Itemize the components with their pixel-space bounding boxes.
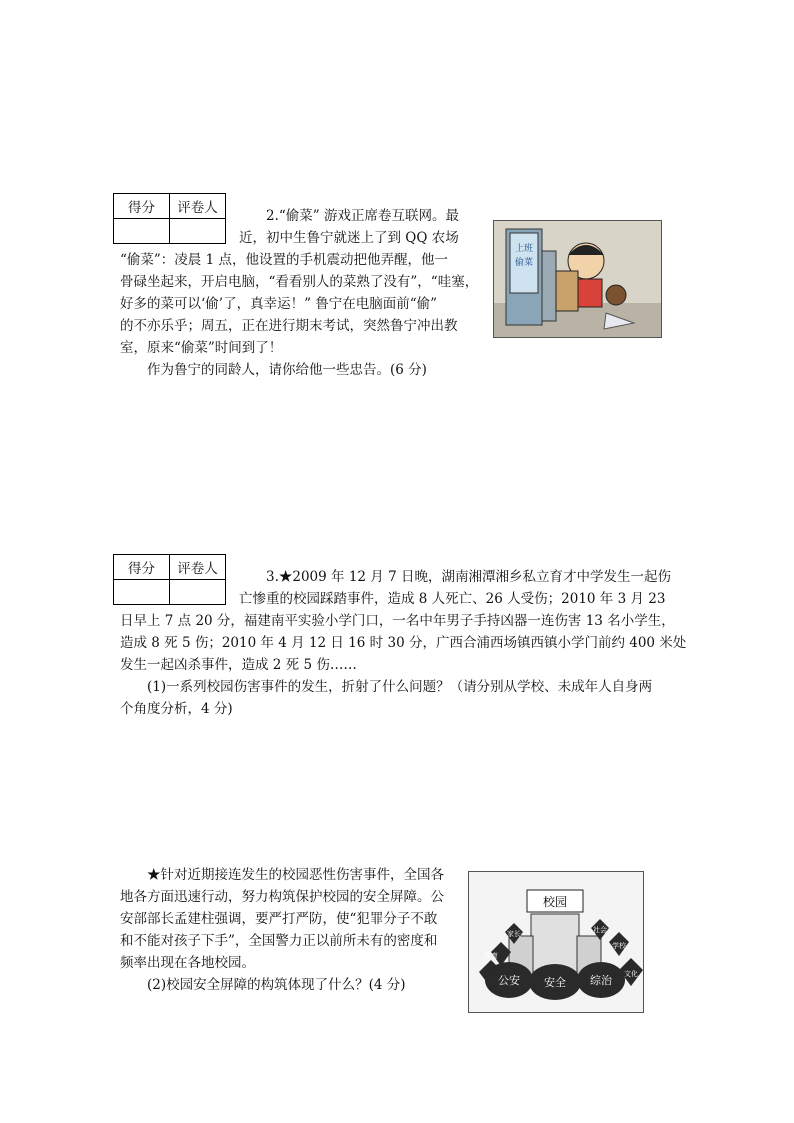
q3-part2-line: 频率出现在各地校园。 (120, 955, 255, 971)
q3-line: 造成 8 死 5 伤；2010 年 4 月 12 日 16 时 30 分，广西合浦西场镇西镇小学门前约 400 米处 (120, 635, 687, 651)
q3-part2-line: 安部部长孟建柱强调，要严打严防，使“犯罪分子不敢 (120, 911, 438, 927)
heart-label-parents: 家长 (507, 930, 521, 938)
score-header: 得分 (114, 555, 170, 580)
grader-header: 评卷人 (170, 194, 226, 219)
q3-line: 3.★2009 年 12 月 7 日晚，湖南湘潭湘乡私立育才中学发生一起伤 (266, 569, 671, 585)
q3-part2-line: ★针对近期接连发生的校园恶性伤害事件，全国各 (147, 867, 444, 883)
q2-line: “偷菜”：凌晨 1 点，他设置的手机震动把他弄醒，他一 (120, 252, 448, 268)
svg-text:上班: 上班 (514, 244, 534, 254)
q2-line: 2.“偷菜” 游戏正席卷互联网。最 (266, 208, 459, 224)
score-header: 得分 (114, 194, 170, 219)
q2-line: 骨碌坐起来，开启电脑，“看看别人的菜熟了没有”，“哇塞， (120, 274, 479, 290)
heart-label-education: 教育 (484, 952, 498, 960)
q2-line: 室，原来“偷菜”时间到了！ (120, 340, 283, 356)
q3-line: 发生一起凶杀事件，造成 2 死 5 伤…… (120, 657, 357, 673)
q2-line: 的不亦乐乎；周五，正在进行期末考试，突然鲁宁冲出教 (120, 318, 458, 334)
heart-label-police: 公安 (498, 974, 520, 987)
q3-line: 亡惨重的校园踩踏事件，造成 8 人死亡、26 人受伤；2010 年 3 月 23 (239, 591, 666, 607)
score-table-q3 (113, 554, 226, 605)
cartoon-image-stealing-vegetables (493, 220, 662, 338)
heart-label-governance: 综治 (590, 974, 612, 987)
heart-label-society: 社会 (593, 926, 607, 934)
q3-question-1: (1)一系列校园伤害事件的发生，折射了什么问题？（请分别从学校、未成年人自身两 (147, 679, 653, 695)
cartoon-image-school-safety (468, 871, 644, 1013)
svg-text:偷菜: 偷菜 (514, 258, 534, 268)
q3-line: 日早上 7 点 20 分，福建南平实验小学门口，一名中年男子手持凶器一连伤害 13 名小学生， (120, 613, 675, 629)
q3-question-2: (2)校园安全屏障的构筑体现了什么？(4 分) (147, 977, 406, 993)
q3-part2-line: 地各方面迅速行动，努力构筑保护校园的安全屏障。公 (120, 889, 444, 905)
score-table-q2 (113, 193, 226, 244)
score-cell[interactable] (114, 580, 170, 605)
grader-cell[interactable] (170, 580, 226, 605)
sign-label: 校园 (542, 895, 568, 909)
heart-label-safety: 安全 (544, 976, 566, 989)
q3-question-1-cont: 个角度分析，4 分) (120, 701, 233, 717)
score-cell[interactable] (114, 219, 170, 244)
grader-cell[interactable] (170, 219, 226, 244)
grader-header: 评卷人 (170, 555, 226, 580)
q2-prompt: 作为鲁宁的同龄人，请你给他一些忠告。(6 分) (147, 362, 427, 378)
q2-line: 好多的菜可以‘偷’了，真幸运！” 鲁宁在电脑面前“偷” (120, 296, 438, 312)
heart-label-culture: 文化 (624, 970, 638, 978)
q3-part2-line: 和不能对孩子下手”，全国警力正以前所未有的密度和 (120, 933, 438, 949)
heart-label-school: 学校 (612, 942, 626, 950)
q2-line: 近，初中生鲁宁就迷上了到 QQ 农场 (239, 230, 459, 246)
